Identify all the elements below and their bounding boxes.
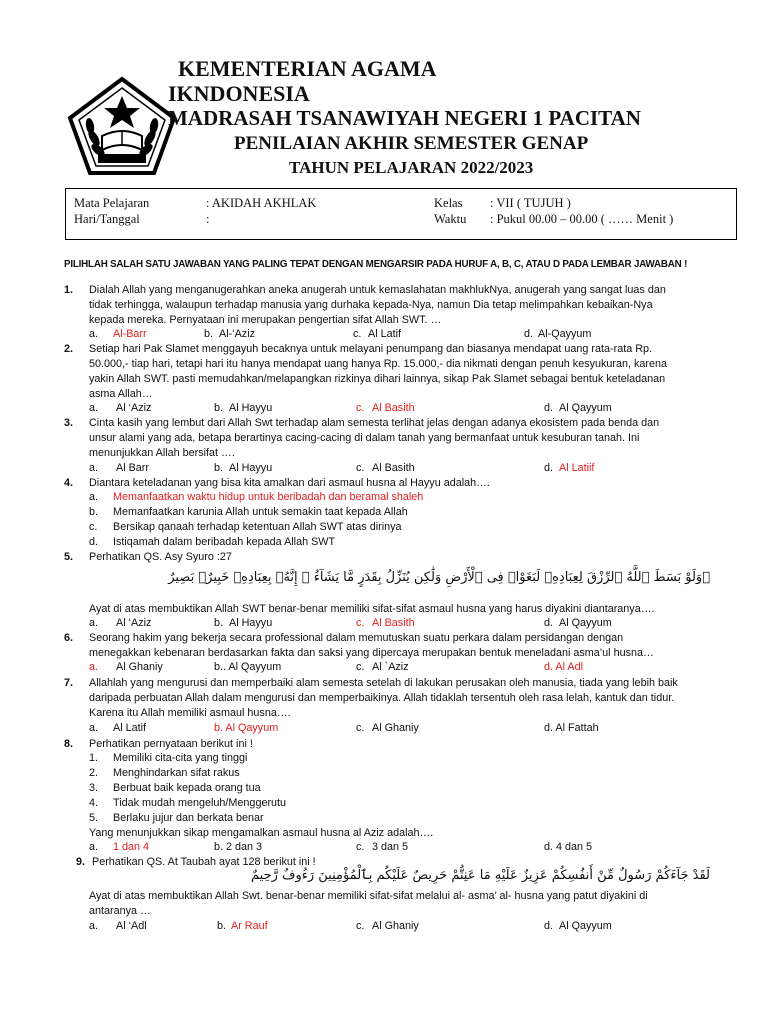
option-d[interactable]: d. Al Adl [544,661,584,673]
option-b[interactable]: b.. Al Qayyum [214,661,282,673]
question-number: 2. [64,343,74,355]
option-b[interactable]: Al Hayyu [229,617,273,629]
option-b[interactable]: Al-‘Aziz [219,328,255,340]
option-letter: b. [214,462,224,474]
header-school: MADRASAH TSANAWIYAH NEGERI 1 PACITAN [168,106,641,130]
option-b[interactable]: Memanfaatkan karunia Allah untuk semakin taat kepada Allah [113,506,408,518]
question-text: Perhatikan QS. Asy Syuro :27 [89,551,232,563]
question-text: Seorang hakim yang bekerja secara professional dalam memutuskan suatu perkara dalam persidangan dengan [89,632,624,644]
option-d[interactable]: Istiqamah dalam beribadah kepada Allah SWT [113,536,336,548]
option-b[interactable]: b. Al Qayyum [214,722,279,734]
option-letter: a. [89,661,99,673]
option-letter: c. [356,722,365,734]
question-text: Allahlah yang mengurusi dan memperbaiki alam semesta setelah di lakukan perusakan oleh manusia, tiada yang lebih baik [89,677,678,689]
option-c[interactable]: Al Latif [368,328,402,340]
option-letter: a. [89,617,99,629]
class-value: : VII ( TUJUH ) [490,196,571,210]
item-number: 5. [89,812,99,824]
option-letter: a. [89,402,99,414]
option-d[interactable]: Al Latiif [559,462,595,474]
option-letter: b. [214,617,224,629]
option-c[interactable]: Bersikap qanaah terhadap ketentuan Allah SWT atas dirinya [113,521,402,533]
option-d[interactable]: Al Qayyum [559,920,612,932]
option-a[interactable]: Al Latif [113,722,147,734]
option-d[interactable]: d. Al Fattah [544,722,599,734]
question-number: 6. [64,632,74,644]
option-a[interactable]: Al Barr [116,462,149,474]
date-value: : [206,212,210,226]
time-value: : Pukul 00.00 – 00.00 ( …… Menit ) [490,212,674,226]
item-number: 3. [89,782,99,794]
question-text: asma Allah… [89,388,153,400]
option-letter: d. [544,462,554,474]
option-letter: a. [89,722,99,734]
option-d[interactable]: d. 4 dan 5 [544,841,593,853]
statement-item: Tidak mudah mengeluh/Menggerutu [113,797,287,809]
question-text: antaranya … [89,905,151,917]
question-text: unsur alami yang ada, betapa berartinya cacing-cacing di dalam tanah yang bermanfaat untuk kesuburan tanah. Ini [89,432,640,444]
item-number: 1. [89,752,99,764]
statement-item: Berlaku jujur dan berkata benar [113,812,264,824]
option-letter: d. [544,920,554,932]
option-letter: d. [89,536,99,548]
option-d[interactable]: Al Qayyum [559,617,612,629]
question-text: menunjukkan Allah bersifat …. [89,447,235,459]
option-letter: b. [89,506,99,518]
option-letter: a. [89,920,99,932]
option-a[interactable]: 1 dan 4 [113,841,150,853]
option-a[interactable]: Al Ghaniy [116,661,163,673]
option-c[interactable]: Al `Aziz [372,661,409,673]
option-d[interactable]: Al Qayyum [559,402,612,414]
option-b[interactable]: b. 2 dan 3 [214,841,263,853]
question-number: 4. [64,477,74,489]
question-number: 1. [64,284,74,296]
item-number: 2. [89,767,99,779]
question-text: Yang menunjukkan sikap mengamalkan asmaul husna al Aziz adalah…. [89,827,434,839]
question-number: 3. [64,417,74,429]
header-ministry: KEMENTERIAN AGAMA [178,56,437,81]
option-b[interactable]: Al Hayyu [229,462,273,474]
option-letter: c. [356,617,365,629]
arabic-verse: لَقَدْ جَآءَكُمْ رَسُولٌ مِّنْ أَنفُسِكُمْ عَزِيزٌ عَلَيْهِ مَا عَنِتُّمْ حَرِيصٌ عَلَيْكُم بِٱلْمُؤْمِنِينَ رَءُوفٌ رَّحِيمٌ [250,868,710,883]
subject-value: : AKIDAH AKHLAK [206,196,317,210]
option-letter: a. [89,328,99,340]
question-text: Diantara keteladanan yang bisa kita amalkan dari asmaul husna al Hayyu adalah…. [89,477,490,489]
option-letter: c. [353,328,362,340]
question-number: 5. [64,551,74,563]
option-c[interactable]: Al Ghaniy [372,920,419,932]
statement-item: Menghindarkan sifat rakus [113,767,240,779]
option-letter: d. [544,617,554,629]
header-country: IKNDONESIA [168,81,310,106]
option-a[interactable]: Al ‘Aziz [116,617,152,629]
time-label: Waktu [434,212,467,226]
option-letter: d. [544,402,554,414]
question-text: 50.000,- tiap hari, tetapi hari itu hanya mendapat uang hanya Rp. 15.000,- dia nikmati dengan penuh kesyukuran, karena [89,358,668,370]
option-a[interactable]: Al ‘Aziz [116,402,152,414]
exam-info-box [65,188,737,240]
option-letter: c. [356,402,365,414]
class-label: Kelas [434,196,463,210]
question-text: daripada perbuatan Allah dalam mengurusi dan memperbaikinya. Allah tidaklah tersentuh oleh rasa lelah, kantuk dan tidur. [89,692,675,704]
question-text: menegakkan kebenaran berdasarkan fakta dan saksi yang dipercaya merupakan bentuk meneladani asma’ul husna… [89,647,654,659]
instruction: PILIHLAH SALAH SATU JAWABAN YANG PALING TEPAT DENGAN MENGARSIR PADA HURUF A, B, C, ATAU D PADA LEMBAR JAWABAN ! [64,259,688,270]
arabic-verse: ۞وَلَوْ بَسَطَ ٱللَّهُ ٱلرِّزْقَ لِعِبَادِهِۦ لَبَغَوْا۟ فِى ٱلْأَرْضِ وَلَٰكِن يُنَزِّلُ بِقَدَرٍ مَّا يَشَآءُ ۚ إِنَّهُۥ بِعِبَادِهِۦ خَبِيرٌۢ بَصِيرٌ [168,570,710,585]
option-letter: b. [214,402,224,414]
option-c[interactable]: Al Ghaniy [372,722,419,734]
header-exam: PENILAIAN AKHIR SEMESTER GENAP [234,133,589,154]
option-letter: a. [89,462,99,474]
question-text: Ayat di atas membuktikan Allah SWT benar-benar memiliki sifat-sifat asmaul husna yang harus diyakini diantaranya…. [89,603,655,615]
option-a[interactable]: Al ‘Adl [116,920,147,932]
question-text: Cinta kasih yang lembut dari Allah Swt terhadap alam semesta terlihat jelas dengan adanya ekosistem pada benda dan [89,417,660,429]
option-c[interactable]: Al Basith [372,402,415,414]
subject-label: Mata Pelajaran [74,196,150,210]
option-letter: c. [356,661,365,673]
question-text: yakin Allah SWT. pasti memudahkan/melapangkan rizkinya dihari lainnya, sikap Pak Slamet sebagai bentuk keteladanan [89,373,666,385]
option-a[interactable]: Al-Barr [113,328,147,340]
option-letter: a. [89,491,99,503]
option-c[interactable]: Al Basith [372,462,415,474]
statement-item: Memiliki cita-cita yang tinggi [113,752,248,764]
question-text: Perhatikan QS. At Taubah ayat 128 berikut ini ! [92,856,316,868]
option-b[interactable]: Ar Rauf [231,920,268,932]
option-letter: c. [356,841,365,853]
option-d[interactable]: Al-Qayyum [538,328,592,340]
question-text: Ayat di atas membuktikan Allah Swt. benar-benar memiliki sifat-sifat melalui al- asma’ al- husna yang patut diyakini di [89,890,648,902]
option-c[interactable]: Al Basith [372,617,415,629]
item-number: 4. [89,797,99,809]
question-number: 7. [64,677,74,689]
option-letter: b. [204,328,214,340]
header-year: TAHUN PELAJARAN 2022/2023 [289,158,534,177]
option-letter: c. [356,920,365,932]
question-text: Perhatikan pernyataan berikut ini ! [89,738,253,750]
question-number: 9. [76,856,86,868]
question-text: tidak terhingga, walaupun terhadap manusia yang durhaka kepada-Nya, namun Dia tetap melimpahkan kebaikan-Nya [89,299,653,311]
date-label: Hari/Tanggal [74,212,140,226]
option-b[interactable]: Al Hayyu [229,402,273,414]
option-letter: c. [356,462,365,474]
option-letter: b. [217,920,227,932]
question-number: 8. [64,738,74,750]
option-a[interactable]: Memanfaatkan waktu hidup untuk beribadah dan beramal shaleh [113,491,424,503]
option-letter: a. [89,841,99,853]
question-text: Karena itu Allah memiliki asmaul husna…. [89,707,291,719]
option-letter: d. [524,328,534,340]
option-letter: c. [89,521,98,533]
question-text: Setiap hari Pak Slamet menggayuh becaknya untuk melayani penumpang dan biasanya mendapat uang rata-rata Rp. [89,343,652,355]
option-c[interactable]: 3 dan 5 [372,841,409,853]
statement-item: Berbuat baik kepada orang tua [113,782,261,794]
question-text: Dialah Allah yang menganugerahkan aneka anugerah untuk kemaslahatan makhlukNya, anugerah yang sangat luas dan [89,284,666,296]
question-text: kepada mereka. Pernyataan ini merupakan pengertian sifat Allah SWT. … [89,314,442,326]
kementerian-agama-logo-icon [64,76,180,176]
